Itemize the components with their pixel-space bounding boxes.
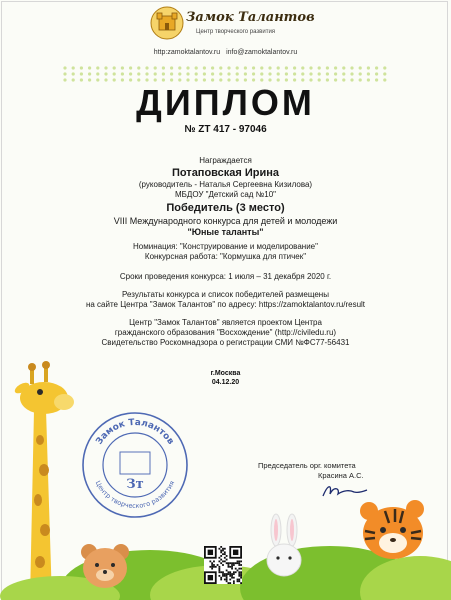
decor-dot	[285, 66, 288, 69]
qr-module	[229, 566, 231, 568]
decor-dot	[154, 72, 157, 75]
signature-role: Председатель орг. комитета	[258, 461, 356, 470]
decor-dot	[342, 66, 345, 69]
decor-dot	[63, 66, 66, 69]
results-line-1: Результаты конкурса и список победителей размещены	[122, 290, 329, 299]
decor-dot	[277, 72, 280, 75]
decor-dot	[154, 66, 157, 69]
decor-dot	[113, 72, 116, 75]
signature-name: Красина А.С.	[318, 471, 364, 480]
qr-module	[233, 564, 235, 566]
qr-module	[224, 553, 226, 555]
qr-module	[237, 570, 239, 572]
decor-dot	[129, 72, 132, 75]
decor-dot	[367, 66, 370, 69]
decor-dot	[137, 72, 140, 75]
qr-module	[217, 564, 219, 566]
decor-dot	[293, 66, 296, 69]
qr-module	[218, 566, 220, 568]
qr-module	[228, 573, 230, 575]
qr-module	[238, 573, 240, 575]
diploma-number: № ZT 417 - 97046	[184, 124, 267, 135]
contest-dates: Сроки проведения конкурса: 1 июля – 31 декабря 2020 г.	[119, 272, 332, 281]
qr-module	[226, 555, 228, 557]
qr-module	[211, 562, 213, 564]
email-link[interactable]: info@zamoktalantov.ru	[226, 49, 298, 56]
decor-dot	[236, 66, 239, 69]
logo-title: Замок Талантов	[186, 10, 315, 25]
qr-module	[220, 579, 222, 581]
decor-dot	[113, 66, 116, 69]
qr-module	[235, 562, 237, 564]
qr-module	[240, 582, 242, 584]
decor-dot	[301, 72, 304, 75]
signature-block	[258, 461, 364, 481]
decor-dot	[334, 66, 337, 69]
qr-module	[220, 550, 222, 552]
decor-dot	[375, 66, 378, 69]
decor-dot	[227, 66, 230, 69]
decor-dot	[129, 66, 132, 69]
decor-dot	[252, 66, 255, 69]
qr-module	[215, 566, 217, 568]
qr-module	[218, 570, 220, 572]
decor-dot	[88, 72, 91, 75]
work-title: Конкурсная работа: "Кормушка для птичек"	[144, 252, 307, 261]
decor-dot	[203, 72, 206, 75]
decor-dot	[326, 66, 329, 69]
decor-dot	[268, 72, 271, 75]
qr-module	[238, 580, 240, 582]
decor-dot	[104, 66, 107, 69]
project-line-2: гражданского образования "Восхождение" (http://civiledu.ru)	[114, 328, 337, 337]
qr-finder	[208, 550, 213, 555]
bear-illustration	[75, 538, 135, 593]
qr-module	[222, 560, 224, 562]
decor-dot	[359, 72, 362, 75]
decor-dot	[236, 72, 239, 75]
qr-module	[233, 571, 235, 573]
decor-dot	[326, 72, 329, 75]
qr-module	[231, 564, 233, 566]
qr-module	[233, 580, 235, 582]
qr-module	[226, 573, 228, 575]
decor-dot	[318, 66, 321, 69]
decor-dot	[350, 72, 353, 75]
decor-dot	[104, 72, 107, 75]
qr-module	[226, 579, 228, 581]
decor-dot	[170, 66, 173, 69]
qr-module	[229, 575, 231, 577]
site-link[interactable]: http:zamoktalantov.ru	[153, 49, 221, 56]
qr-module	[228, 582, 230, 584]
qr-module	[231, 566, 233, 568]
qr-module	[224, 551, 226, 553]
decor-dot	[293, 72, 296, 75]
qr-module	[229, 571, 231, 573]
qr-module	[237, 579, 239, 581]
decor-dot	[186, 66, 189, 69]
seal-center-text: Зт	[126, 477, 144, 492]
decor-dot	[162, 72, 165, 75]
nomination: Номинация: "Конструирование и моделирование"	[133, 242, 318, 251]
qr-module	[233, 573, 235, 575]
qr-module	[229, 582, 231, 584]
qr-module	[228, 564, 230, 566]
qr-module	[218, 560, 220, 562]
decor-dot	[211, 72, 214, 75]
logo-subtitle: Центр творческого развития	[196, 29, 276, 35]
decor-dot	[252, 72, 255, 75]
results-line-2: на сайте Центра "Замок Талантов" по адресу: https://zamoktalantov.ru/result	[85, 300, 366, 309]
decor-dot	[383, 66, 386, 69]
decor-dot	[334, 72, 337, 75]
qr-module	[233, 562, 235, 564]
decor-dot	[72, 66, 75, 69]
qr-module	[211, 566, 213, 568]
qr-module	[220, 546, 222, 548]
qr-module	[240, 560, 242, 562]
decor-dot	[309, 72, 312, 75]
qr-module	[235, 568, 237, 570]
decor-dot	[121, 72, 124, 75]
decor-dot	[268, 66, 271, 69]
qr-module	[222, 553, 224, 555]
logo	[150, 4, 315, 44]
decor-dot	[367, 72, 370, 75]
decor-dot	[285, 72, 288, 75]
decor-dot	[72, 72, 75, 75]
decor-dot	[219, 66, 222, 69]
qr-code-icon[interactable]	[204, 546, 242, 584]
qr-module	[218, 568, 220, 570]
qr-module	[238, 568, 240, 570]
decor-dot	[63, 72, 66, 75]
diploma-title: ДИПЛОМ	[136, 82, 315, 123]
qr-module	[240, 568, 242, 570]
qr-module	[220, 559, 222, 561]
qr-module	[213, 564, 215, 566]
recipient-name: Потаповская Ирина	[171, 167, 280, 179]
qr-module	[218, 557, 220, 559]
decor-dot	[301, 66, 304, 69]
decor-dot	[260, 72, 263, 75]
qr-module	[218, 571, 220, 573]
qr-module	[226, 577, 228, 579]
decor-dot	[80, 72, 83, 75]
issue-date: 04.12.20	[211, 379, 240, 386]
decor-dot	[121, 66, 124, 69]
qr-module	[237, 580, 239, 582]
decor-dot	[375, 72, 378, 75]
decor-dot	[80, 66, 83, 69]
contest: VIII Международного конкурса для детей и молодежи	[113, 216, 338, 226]
tiger-illustration	[355, 495, 430, 565]
seal-bottom-text: Центр творческого развития	[93, 479, 177, 511]
qr-module	[224, 548, 226, 550]
qr-module	[238, 564, 240, 566]
qr-module	[238, 560, 240, 562]
qr-module	[240, 573, 242, 575]
qr-module	[222, 550, 224, 552]
qr-module	[224, 560, 226, 562]
decor-dot	[309, 66, 312, 69]
decor-dot	[195, 72, 198, 75]
qr-module	[222, 573, 224, 575]
qr-module	[240, 575, 242, 577]
decor-dot	[203, 66, 206, 69]
awarded-label: Награждается	[199, 156, 252, 165]
qr-module	[233, 577, 235, 579]
decor-dot	[145, 72, 148, 75]
qr-module	[213, 566, 215, 568]
qr-module	[237, 562, 239, 564]
decor-dot	[96, 66, 99, 69]
decor-dot	[88, 66, 91, 69]
qr-module	[238, 575, 240, 577]
decor-dot	[244, 66, 247, 69]
qr-module	[231, 577, 233, 579]
decor-dot	[318, 72, 321, 75]
qr-module	[220, 577, 222, 579]
qr-module	[229, 562, 231, 564]
qr-module	[231, 568, 233, 570]
decor-dot	[178, 66, 181, 69]
decor-dot	[219, 72, 222, 75]
decor-dot	[359, 66, 362, 69]
castle-emblem-icon	[150, 6, 184, 40]
contacts	[0, 49, 451, 56]
decor-dot	[244, 72, 247, 75]
qr-finder	[233, 550, 238, 555]
qr-module	[213, 560, 215, 562]
project-line-1: Центр "Замок Талантов" является проектом Центра	[129, 318, 322, 327]
qr-module	[222, 548, 224, 550]
decor-dot	[277, 66, 280, 69]
qr-module	[237, 560, 239, 562]
qr-module	[224, 557, 226, 559]
qr-module	[229, 579, 231, 581]
decor-dot	[178, 72, 181, 75]
qr-module	[240, 564, 242, 566]
project-line-3: Свидетельство Роскомнадзора о регистрации СМИ №ФС77-56431	[101, 338, 350, 347]
qr-module	[240, 577, 242, 579]
qr-module	[238, 571, 240, 573]
qr-module	[218, 548, 220, 550]
decor-dot	[227, 72, 230, 75]
qr-module	[231, 573, 233, 575]
qr-module	[226, 580, 228, 582]
qr-module	[226, 570, 228, 572]
qr-module	[209, 560, 211, 562]
city: г.Москва	[210, 370, 241, 377]
qr-module	[224, 575, 226, 577]
qr-module	[235, 571, 237, 573]
qr-module	[209, 566, 211, 568]
seal-top-text: Замок Талантов	[94, 417, 176, 447]
qr-module	[233, 582, 235, 584]
decor-dot	[195, 66, 198, 69]
decor-dot	[350, 66, 353, 69]
qr-module	[220, 551, 222, 553]
contest-name: "Юные таланты"	[187, 227, 264, 237]
qr-module	[228, 562, 230, 564]
award-text	[40, 156, 411, 348]
decor-dot	[383, 72, 386, 75]
place: Победитель (3 место)	[166, 202, 285, 214]
supervisor: (руководитель - Наталья Сергеевна Кизилова)	[138, 180, 313, 189]
qr-module	[238, 579, 240, 581]
qr-module	[220, 571, 222, 573]
decor-dot	[137, 66, 140, 69]
qr-finder	[208, 575, 213, 580]
qr-module	[218, 575, 220, 577]
qr-module	[226, 575, 228, 577]
qr-module	[238, 562, 240, 564]
qr-module	[211, 568, 213, 570]
decorative-dots	[60, 64, 391, 84]
qr-module	[220, 562, 222, 564]
qr-module	[226, 562, 228, 564]
qr-module	[226, 559, 228, 561]
decor-dot	[170, 72, 173, 75]
qr-module	[229, 573, 231, 575]
qr-module	[222, 575, 224, 577]
qr-module	[231, 575, 233, 577]
decor-dot	[342, 72, 345, 75]
qr-module	[220, 555, 222, 557]
decor-dot	[260, 66, 263, 69]
qr-module	[224, 579, 226, 581]
rabbit-illustration	[262, 512, 306, 580]
decor-dot	[211, 66, 214, 69]
qr-module	[224, 573, 226, 575]
qr-module	[222, 564, 224, 566]
decor-dot	[145, 66, 148, 69]
qr-module	[222, 571, 224, 573]
qr-module	[231, 562, 233, 564]
organization: МБДОУ "Детский сад №10"	[174, 190, 277, 199]
qr-module	[228, 571, 230, 573]
qr-module	[240, 571, 242, 573]
decor-dot	[96, 72, 99, 75]
qr-module	[228, 566, 230, 568]
decor-dot	[162, 66, 165, 69]
decor-dot	[186, 72, 189, 75]
qr-module	[211, 564, 213, 566]
